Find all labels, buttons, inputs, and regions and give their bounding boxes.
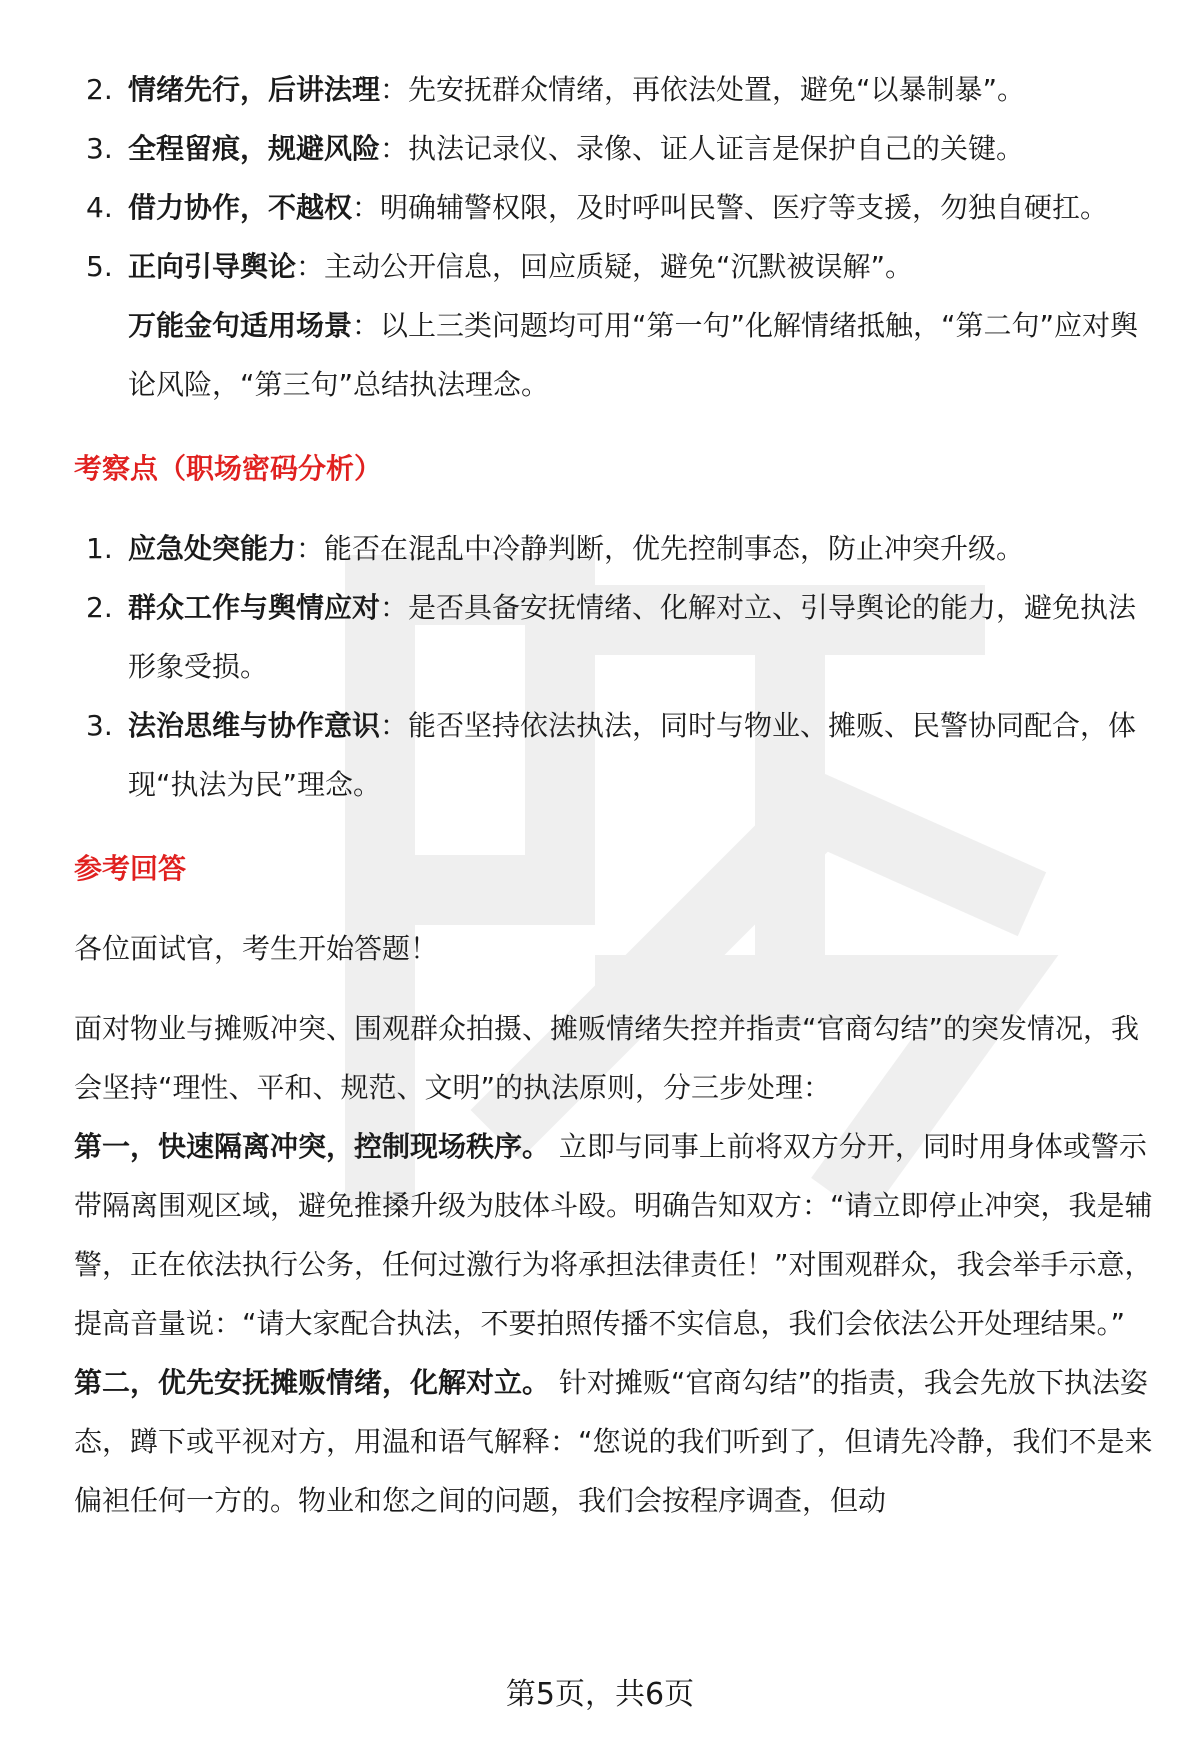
answer-intro: 面对物业与摊贩冲突、围观群众拍摄、摊贩情绪失控并指责“官商勾结”的突发情况，我会坚持“理性、平和、规范、文明”的执法原则，分三步处理： xyxy=(74,1012,1140,1104)
list-item-text: ：主动公开信息，回应质疑，避免“沉默被误解”。 xyxy=(296,250,914,283)
list-item-text: ：能否坚持依法执法，同时与物业、摊贩、民警协同配合，体现“执法为民”理念。 xyxy=(128,709,1137,801)
list-item xyxy=(74,119,1164,178)
list-item-title: 应急处突能力 xyxy=(128,532,297,565)
list-number: 1. xyxy=(86,532,113,565)
list-number: 4. xyxy=(86,191,113,224)
list-item xyxy=(74,60,1164,119)
list-item xyxy=(74,519,1164,578)
tips-list xyxy=(74,60,1164,296)
list-item-text: ：执法记录仪、录像、证人证言是保护自己的关键。 xyxy=(380,132,1025,165)
list-item-text: ：是否具备安抚情绪、化解对立、引导舆论的能力，避免执法形象受损。 xyxy=(128,591,1137,683)
answer-step-2 xyxy=(74,1353,1164,1530)
list-number: 3. xyxy=(86,132,113,165)
page-number-footer: 第5页，共6页 xyxy=(505,1677,695,1712)
step-1-text: 立即与同事上前将双方分开，同时用身体或警示带隔离围观区域，避免推搡升级为肢体斗殴。明确告知双方：“请立即停止冲突，我是辅警，正在依法执行公务，任何过激行为将承担法律责任！”对围观群众，我会举手示意，提高音量说：“请大家配合执法，不要拍照传播不实信息，我们会依法公开处理结果。” xyxy=(74,1130,1153,1340)
list-item-title: 群众工作与舆情应对 xyxy=(128,591,381,624)
section-heading-exam-points: 考察点（职场密码分析） xyxy=(74,452,383,485)
list-item-title: 借力协作，不越权 xyxy=(128,191,353,224)
list-item-text: ：先安抚群众情绪，再依法处置，避免“以暴制暴”。 xyxy=(380,73,1026,106)
document-body xyxy=(74,60,1164,1530)
answer-step-1 xyxy=(74,1117,1164,1353)
list-item xyxy=(74,178,1164,237)
list-item-text: ：明确辅警权限，及时呼叫民警、医疗等支援，勿独自硬扛。 xyxy=(352,191,1109,224)
answer-opening: 各位面试官，考生开始答题！ xyxy=(74,932,439,965)
list-item-title: 法治思维与协作意识 xyxy=(128,709,381,742)
step-2-text: 针对摊贩“官商勾结”的指责，我会先放下执法姿态，蹲下或平视对方，用温和语气解释：“您说的我们听到了，但请先冷静，我们不是来偏袒任何一方的。物业和您之间的问题，我们会按程序调查，但动 xyxy=(74,1366,1153,1517)
list-number: 3. xyxy=(86,709,113,742)
list-item xyxy=(74,696,1164,814)
step-2-title: 第二，优先安抚摊贩情绪，化解对立。 xyxy=(74,1366,551,1399)
list-number: 2. xyxy=(86,591,113,624)
exam-points-list xyxy=(74,519,1164,814)
list-number: 2. xyxy=(86,73,113,106)
list-item-title: 情绪先行，后讲法理 xyxy=(128,73,381,106)
list-item xyxy=(74,237,1164,296)
list-item xyxy=(74,578,1164,696)
list-number: 5. xyxy=(86,250,113,283)
scenario-title: 万能金句适用场景 xyxy=(128,309,353,342)
list-item-title: 全程留痕，规避风险 xyxy=(128,132,381,165)
list-item-text: ：能否在混乱中冷静判断，优先控制事态，防止冲突升级。 xyxy=(296,532,1025,565)
step-1-title: 第一，快速隔离冲突，控制现场秩序。 xyxy=(74,1130,551,1163)
scenario-text: ：以上三类问题均可用“第一句”化解情绪抵触，“第二句”应对舆论风险，“第三句”总结执法理念。 xyxy=(128,309,1139,401)
scenario-paragraph xyxy=(74,296,1164,414)
list-item-title: 正向引导舆论 xyxy=(128,250,297,283)
section-heading-reference-answer: 参考回答 xyxy=(74,852,187,885)
